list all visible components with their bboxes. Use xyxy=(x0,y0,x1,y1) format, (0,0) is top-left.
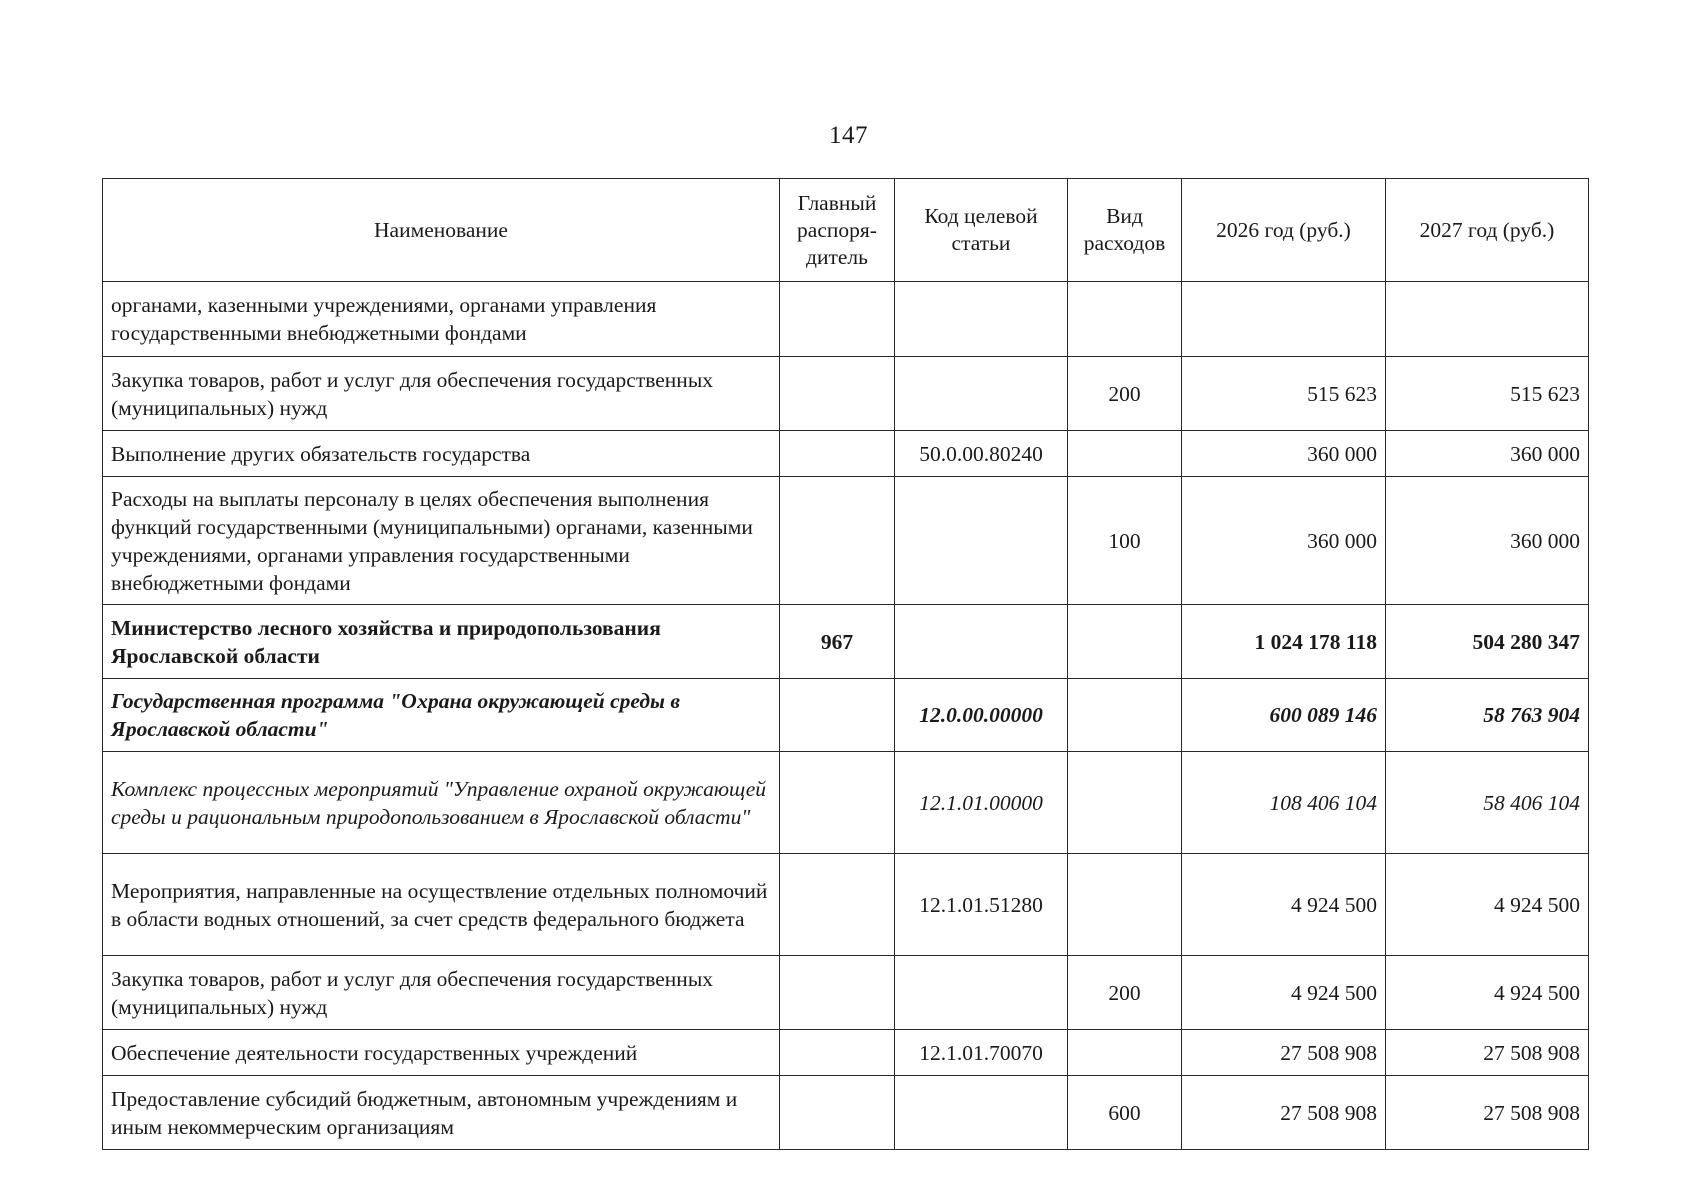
cell-admin xyxy=(780,1030,895,1076)
cell-name: Предоставление субсидий бюджетным, автономным учреждениям и иным некоммерческим организациям xyxy=(103,1076,780,1150)
header-admin: Главный распоря-дитель xyxy=(780,179,895,282)
table-row xyxy=(103,605,1589,679)
cell-type: 100 xyxy=(1068,477,1182,605)
table-row xyxy=(103,679,1589,752)
cell-code xyxy=(895,1076,1068,1150)
cell-name: органами, казенными учреждениями, органами управления государственными внебюджетными фондами xyxy=(103,282,780,357)
cell-admin xyxy=(780,679,895,752)
cell-type xyxy=(1068,1030,1182,1076)
cell-admin xyxy=(780,854,895,956)
cell-name: Комплекс процессных мероприятий "Управление охраной окружающей среды и рациональным природопользованием в Ярославской области" xyxy=(103,752,780,854)
cell-type: 200 xyxy=(1068,357,1182,431)
cell-admin xyxy=(780,282,895,357)
table-row xyxy=(103,357,1589,431)
cell-type: 200 xyxy=(1068,956,1182,1030)
cell-2026: 515 623 xyxy=(1182,357,1386,431)
cell-2027 xyxy=(1386,282,1589,357)
budget-table xyxy=(102,178,1589,1150)
cell-type xyxy=(1068,431,1182,477)
cell-admin: 967 xyxy=(780,605,895,679)
cell-2027: 4 924 500 xyxy=(1386,956,1589,1030)
cell-admin xyxy=(780,752,895,854)
table-row xyxy=(103,282,1589,357)
header-2027: 2027 год (руб.) xyxy=(1386,179,1589,282)
cell-2027: 504 280 347 xyxy=(1386,605,1589,679)
cell-2026: 27 508 908 xyxy=(1182,1076,1386,1150)
cell-name: Расходы на выплаты персоналу в целях обеспечения выполнения функций государственными (муниципальными) органами, казенными учреждениями, органами управления государственными внебюджетными фондами xyxy=(103,477,780,605)
cell-admin xyxy=(780,357,895,431)
cell-code xyxy=(895,956,1068,1030)
table-row xyxy=(103,752,1589,854)
table-row xyxy=(103,431,1589,477)
table-header-row xyxy=(103,179,1589,282)
cell-type xyxy=(1068,854,1182,956)
cell-admin xyxy=(780,477,895,605)
cell-type xyxy=(1068,282,1182,357)
cell-2027: 27 508 908 xyxy=(1386,1030,1589,1076)
cell-2026: 360 000 xyxy=(1182,477,1386,605)
cell-2027: 58 763 904 xyxy=(1386,679,1589,752)
table-row xyxy=(103,1030,1589,1076)
cell-2027: 360 000 xyxy=(1386,477,1589,605)
cell-admin xyxy=(780,956,895,1030)
cell-name: Закупка товаров, работ и услуг для обеспечения государственных (муниципальных) нужд xyxy=(103,956,780,1030)
cell-code: 50.0.00.80240 xyxy=(895,431,1068,477)
cell-2026: 108 406 104 xyxy=(1182,752,1386,854)
cell-type xyxy=(1068,752,1182,854)
header-name: Наименование xyxy=(103,179,780,282)
cell-2027: 58 406 104 xyxy=(1386,752,1589,854)
cell-name: Обеспечение деятельности государственных учреждений xyxy=(103,1030,780,1076)
table-row xyxy=(103,956,1589,1030)
cell-2027: 360 000 xyxy=(1386,431,1589,477)
cell-2026 xyxy=(1182,282,1386,357)
cell-admin xyxy=(780,431,895,477)
cell-2026: 600 089 146 xyxy=(1182,679,1386,752)
cell-code: 12.1.01.00000 xyxy=(895,752,1068,854)
cell-2026: 4 924 500 xyxy=(1182,956,1386,1030)
cell-code xyxy=(895,477,1068,605)
cell-type: 600 xyxy=(1068,1076,1182,1150)
cell-2026: 27 508 908 xyxy=(1182,1030,1386,1076)
cell-2027: 27 508 908 xyxy=(1386,1076,1589,1150)
cell-name: Выполнение других обязательств государства xyxy=(103,431,780,477)
cell-admin xyxy=(780,1076,895,1150)
cell-2026: 360 000 xyxy=(1182,431,1386,477)
cell-name: Государственная программа "Охрана окружающей среды в Ярославской области" xyxy=(103,679,780,752)
cell-2026: 1 024 178 118 xyxy=(1182,605,1386,679)
cell-code xyxy=(895,605,1068,679)
cell-name: Министерство лесного хозяйства и природопользования Ярославской области xyxy=(103,605,780,679)
cell-name: Закупка товаров, работ и услуг для обеспечения государственных (муниципальных) нужд xyxy=(103,357,780,431)
cell-code xyxy=(895,357,1068,431)
table-row xyxy=(103,477,1589,605)
cell-name: Мероприятия, направленные на осуществление отдельных полномочий в области водных отношений, за счет средств федерального бюджета xyxy=(103,854,780,956)
cell-code: 12.1.01.51280 xyxy=(895,854,1068,956)
cell-code: 12.1.01.70070 xyxy=(895,1030,1068,1076)
cell-2027: 515 623 xyxy=(1386,357,1589,431)
header-2026: 2026 год (руб.) xyxy=(1182,179,1386,282)
page-number: 147 xyxy=(829,122,868,149)
cell-code: 12.0.00.00000 xyxy=(895,679,1068,752)
cell-type xyxy=(1068,605,1182,679)
table-row xyxy=(103,1076,1589,1150)
header-type: Вид расходов xyxy=(1068,179,1182,282)
table-row xyxy=(103,854,1589,956)
cell-code xyxy=(895,282,1068,357)
cell-type xyxy=(1068,679,1182,752)
cell-2026: 4 924 500 xyxy=(1182,854,1386,956)
header-code: Код целевой статьи xyxy=(895,179,1068,282)
cell-2027: 4 924 500 xyxy=(1386,854,1589,956)
